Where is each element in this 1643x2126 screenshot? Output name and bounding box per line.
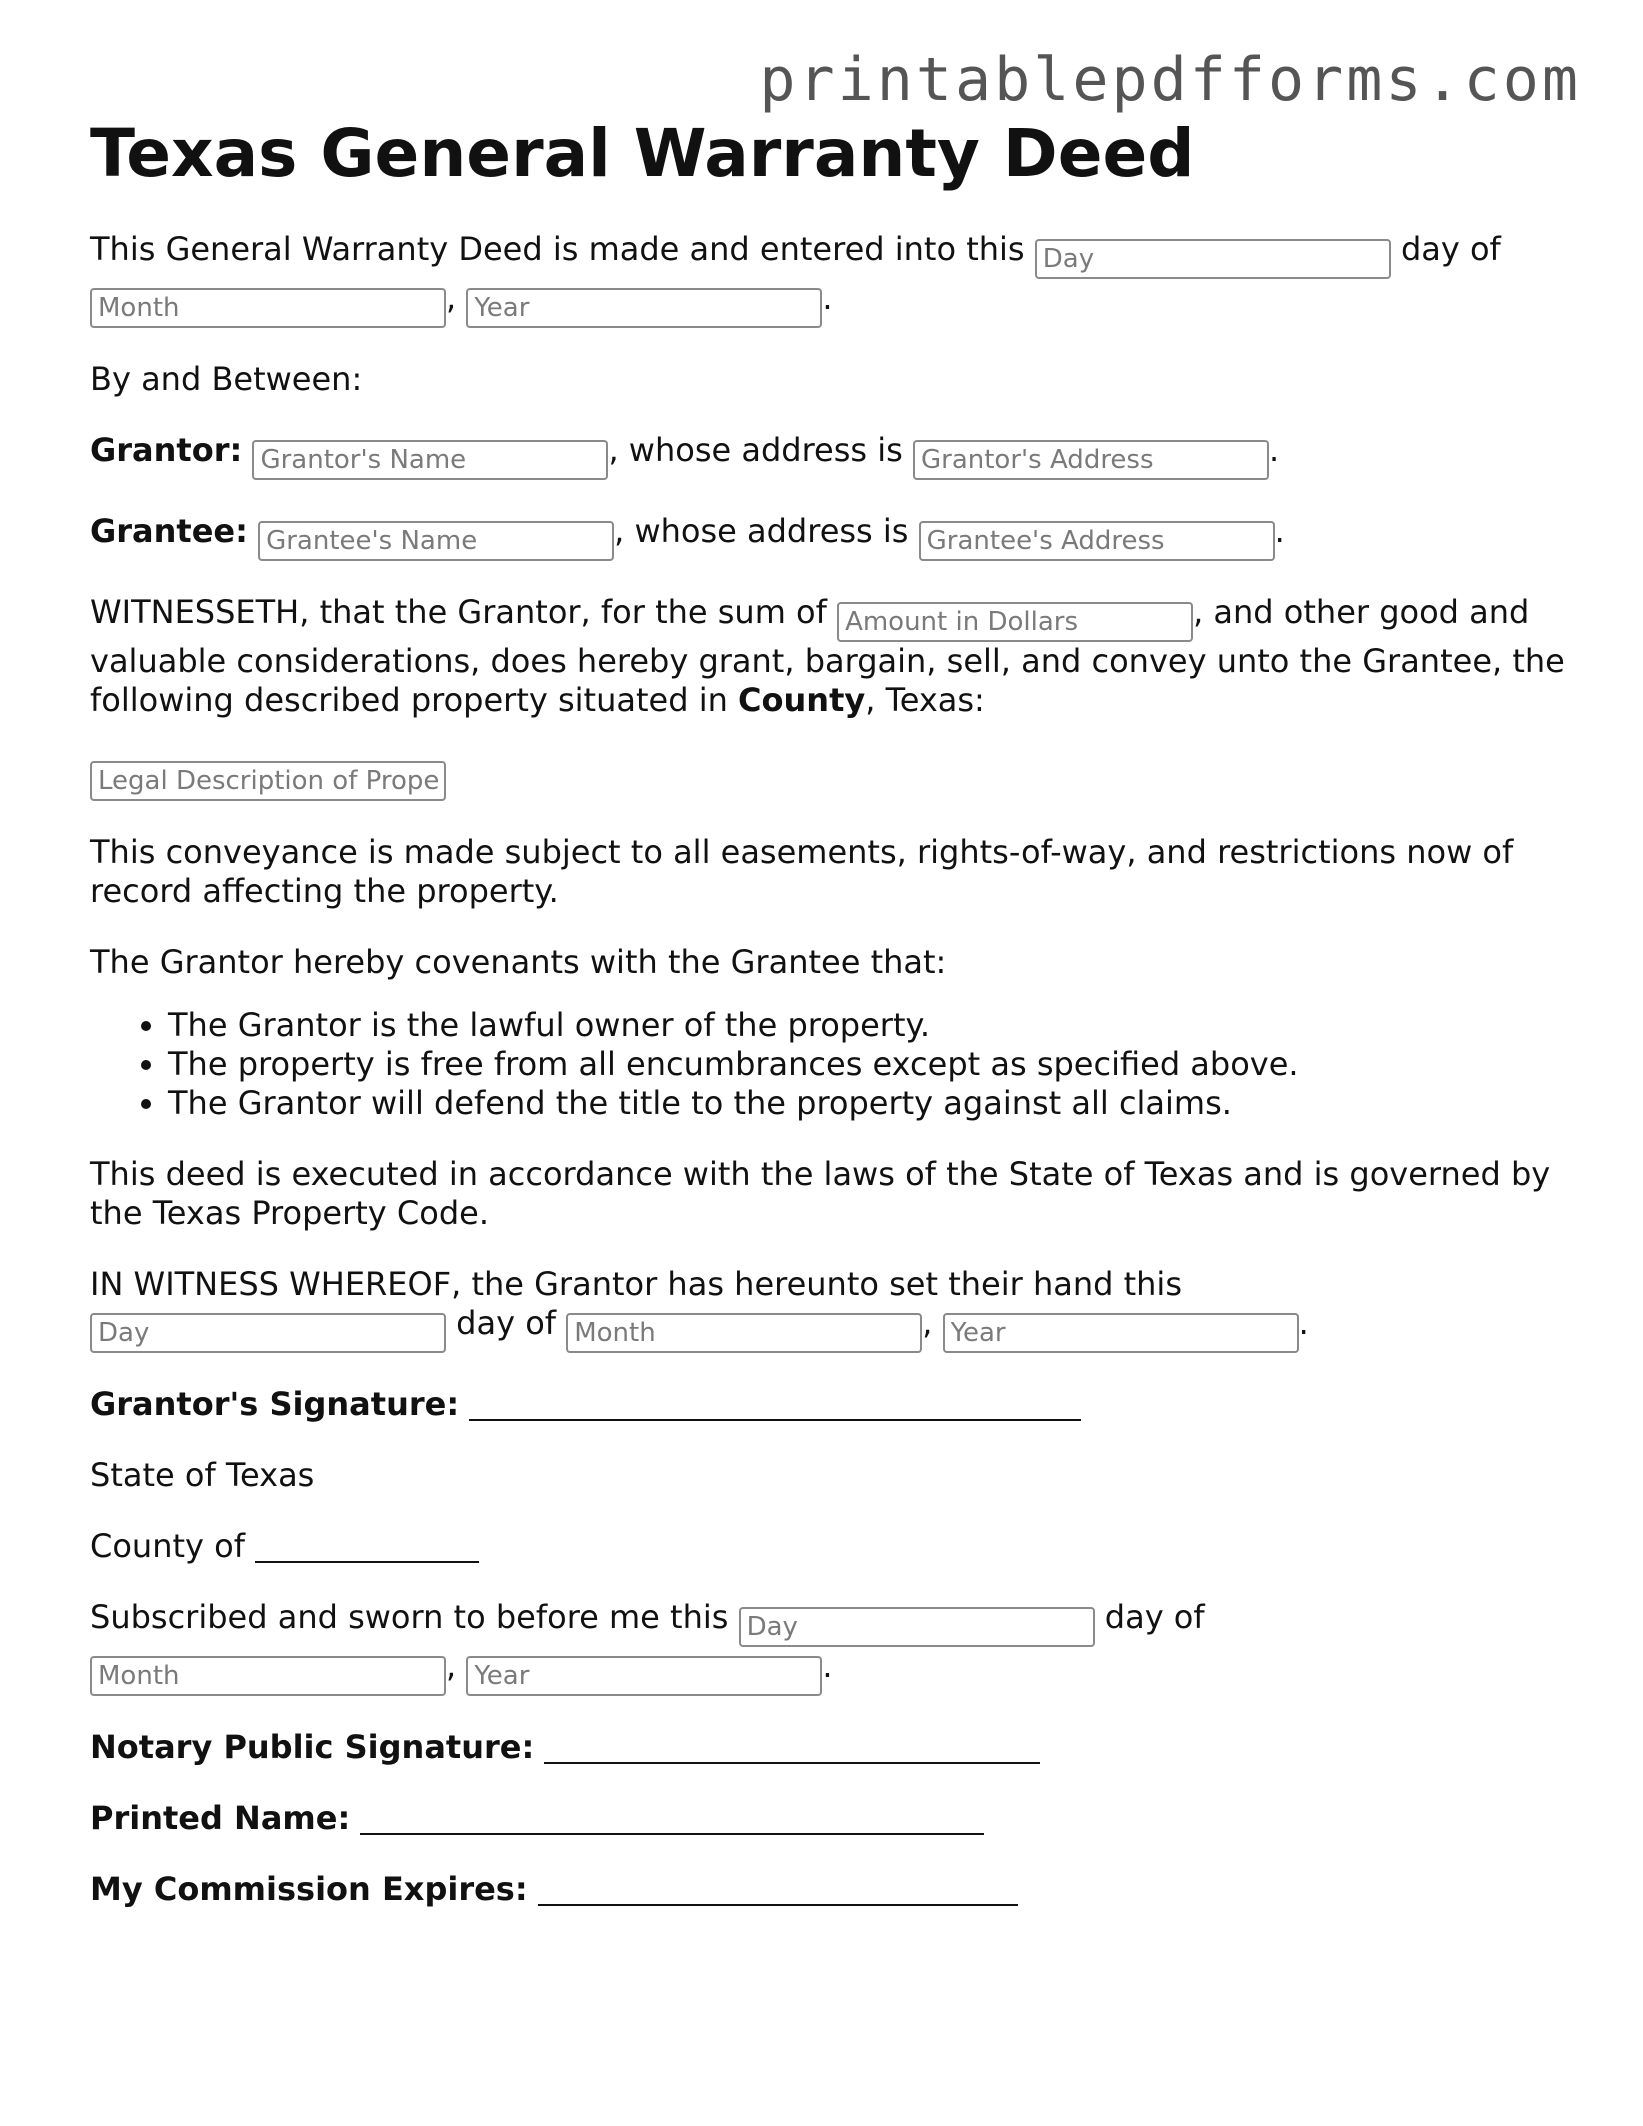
witness-day-input[interactable] xyxy=(90,1313,446,1353)
intro-year-input[interactable] xyxy=(466,288,822,328)
by-between: By and Between: xyxy=(90,360,363,398)
sworn-year-input[interactable] xyxy=(466,1656,822,1696)
witness-year-input[interactable] xyxy=(943,1313,1299,1353)
witnesseth-text-3: , Texas: xyxy=(865,681,985,719)
grantor-period: . xyxy=(1268,431,1280,469)
covenants-list xyxy=(90,1006,1570,1123)
state-line: State of Texas xyxy=(90,1456,315,1494)
notary-signature-label: Notary Public Signature: xyxy=(90,1728,535,1766)
printed-name-label: Printed Name: xyxy=(90,1799,351,1837)
legal-description-input[interactable] xyxy=(90,761,446,801)
list-item: • The property is free from all encumbrances except as specified above. xyxy=(168,1045,1570,1084)
printed-name-line[interactable] xyxy=(360,1803,984,1835)
grantor-name-input[interactable] xyxy=(252,440,608,480)
sworn-paragraph xyxy=(90,1598,1570,1696)
commission-line[interactable] xyxy=(538,1874,1018,1906)
grantor-paragraph xyxy=(90,431,1570,480)
witnesseth-text-2: , and other good and valuable considerations, does hereby grant, bargain, sell, and convey unto the Grantee, the following described property situated in xyxy=(90,593,1565,719)
intro-comma: , xyxy=(446,279,457,317)
grantee-period: . xyxy=(1274,512,1285,550)
county-line[interactable] xyxy=(255,1531,479,1563)
commission-label: My Commission Expires: xyxy=(90,1870,528,1908)
grantor-signature-row xyxy=(90,1385,1570,1424)
governed-paragraph: This deed is executed in accordance with the laws of the State of Texas and is governed by the Texas Property Code. xyxy=(90,1155,1551,1232)
witness-comma: , xyxy=(922,1304,933,1342)
in-witness-text: IN WITNESS WHEREOF, the Grantor has hereunto set their hand this xyxy=(90,1265,1182,1303)
sworn-day-of-text: day of xyxy=(1104,1598,1205,1636)
county-bold: County xyxy=(738,681,866,719)
sworn-text: Subscribed and sworn to before me this xyxy=(90,1598,729,1636)
printed-name-row xyxy=(90,1799,1570,1838)
witnesseth-paragraph xyxy=(90,593,1570,720)
grantor-address-text: , whose address is xyxy=(608,431,903,469)
intro-day-input[interactable] xyxy=(1035,239,1391,279)
county-row xyxy=(90,1527,1570,1566)
notary-signature-row xyxy=(90,1728,1570,1767)
grantee-name-input[interactable] xyxy=(258,521,614,561)
sworn-day-input[interactable] xyxy=(739,1607,1095,1647)
commission-row xyxy=(90,1870,1570,1909)
sworn-period: . xyxy=(822,1647,833,1685)
grantee-address-input[interactable] xyxy=(919,521,1275,561)
list-item: • The Grantor will defend the title to the property against all claims. xyxy=(168,1084,1570,1123)
in-witness-paragraph xyxy=(90,1265,1570,1353)
grantor-signature-label: Grantor's Signature: xyxy=(90,1385,460,1423)
witnesseth-text: WITNESSETH, that the Grantor, for the sum of xyxy=(90,593,827,631)
county-label: County of xyxy=(90,1527,245,1565)
page-title: Texas General Warranty Deed xyxy=(90,115,1195,192)
grantor-address-input[interactable] xyxy=(913,440,1269,480)
legal-description-row xyxy=(90,752,1570,801)
intro-day-of-text: day of xyxy=(1400,230,1501,268)
grantee-paragraph xyxy=(90,512,1570,561)
grantee-address-text: , whose address is xyxy=(614,512,909,550)
grantor-signature-line[interactable] xyxy=(469,1389,1081,1421)
sworn-comma: , xyxy=(446,1647,457,1685)
watermark: printablepdfforms.com xyxy=(759,45,1581,115)
list-item: • The Grantor is the lawful owner of the property. xyxy=(168,1006,1570,1045)
intro-text: This General Warranty Deed is made and entered into this xyxy=(90,230,1025,268)
sworn-month-input[interactable] xyxy=(90,1656,446,1696)
witness-period: . xyxy=(1298,1304,1309,1342)
intro-period: . xyxy=(822,279,833,317)
intro-month-input[interactable] xyxy=(90,288,446,328)
notary-signature-line[interactable] xyxy=(544,1732,1040,1764)
grantee-label: Grantee: xyxy=(90,512,248,550)
intro-paragraph xyxy=(90,230,1570,328)
witness-month-input[interactable] xyxy=(566,1313,922,1353)
deed-document xyxy=(90,116,1570,1941)
amount-input[interactable] xyxy=(837,602,1193,642)
witness-day-of-text: day of xyxy=(456,1304,557,1342)
conveyance-paragraph: This conveyance is made subject to all easements, rights-of-way, and restrictions now of record affecting the property. xyxy=(90,833,1514,910)
grantor-label: Grantor: xyxy=(90,431,243,469)
covenants-intro: The Grantor hereby covenants with the Grantee that: xyxy=(90,943,947,981)
